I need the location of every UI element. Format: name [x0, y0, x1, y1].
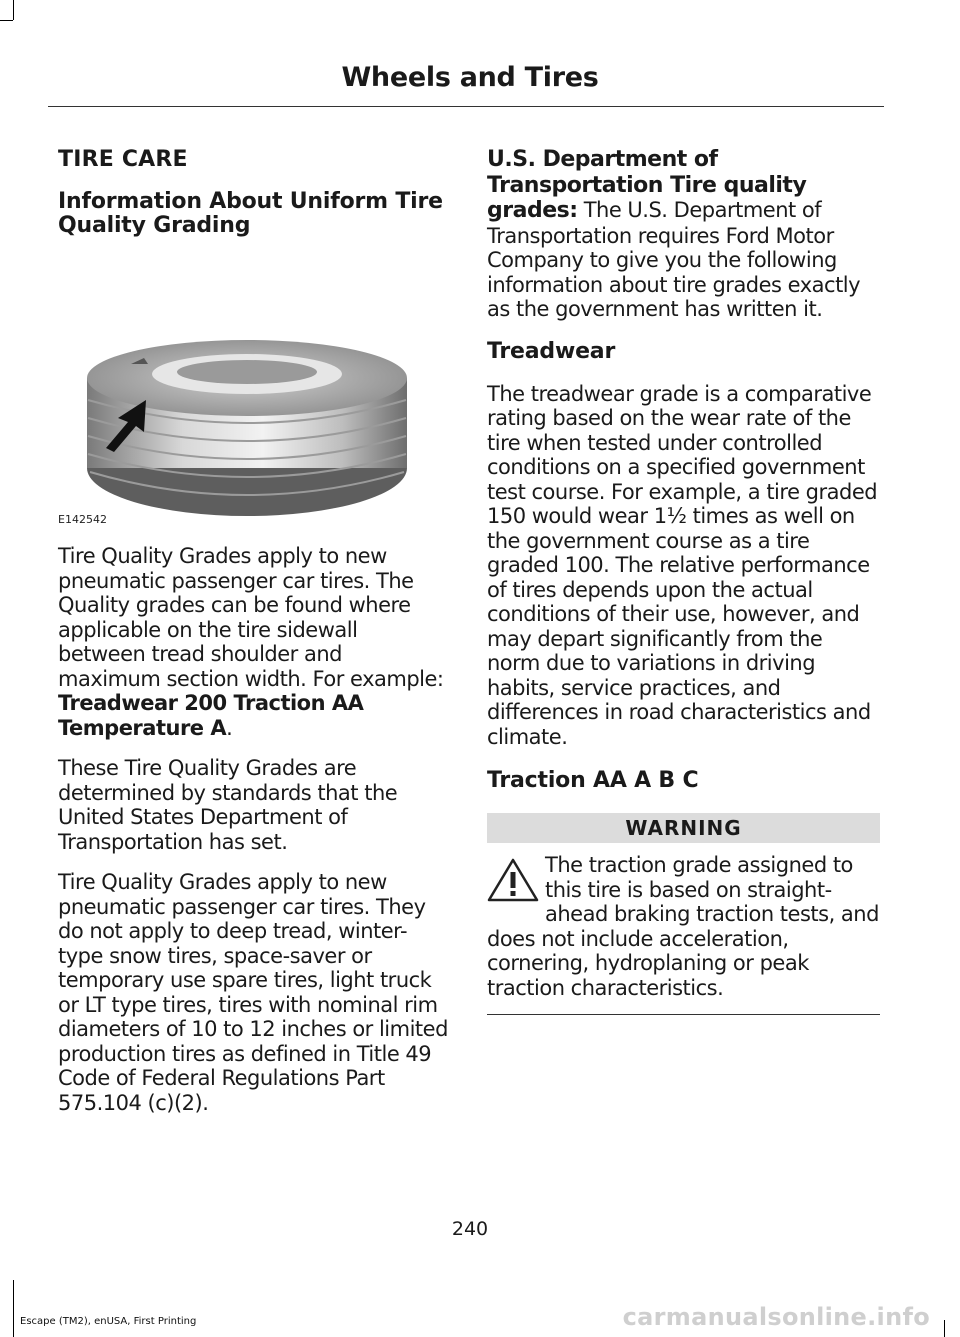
tire-figure: [58, 258, 450, 530]
dot-heading: U.S. Department of Transportation Tire quality grades:: [487, 147, 807, 223]
right-column: [487, 147, 880, 1015]
warning-box: [487, 853, 880, 1015]
warning-header: WARNING: [487, 813, 880, 843]
page-header-title: Wheels and Tires: [341, 62, 599, 93]
crop-mark: [0, 20, 13, 21]
paragraph-standards: These Tire Quality Grades are determined by standards that the United States Department of Transportation has set.: [58, 756, 398, 854]
dot-text: The U.S. Department of Transportation requires Ford Motor Company to give you the following information about tire grades exactly as the government has written it.: [487, 198, 861, 321]
header-rule: [48, 106, 884, 107]
paragraph-treadwear: The treadwear grade is a comparative rating based on the wear rate of the tire when tested under controlled conditions on a specified government test course. For example, a tire graded 150 would wear 1½ times as well on the government course as a tire graded 100. The relative performance of tires depends upon the actual conditions of their use, however, and may depart significantly from the norm due to variations in driving habits, service practices, and differences in road characteristics and climate.: [487, 381, 878, 749]
treadwear-heading: Treadwear: [487, 338, 616, 364]
paragraph-punct: .: [226, 715, 233, 740]
figure-code: E142542: [58, 513, 107, 526]
tire-illustration: [86, 338, 408, 538]
subsection-heading: Information About Uniform Tire Quality Grading: [58, 189, 443, 238]
warning-text: The traction grade assigned to this tire is based on straight-ahead braking traction tests, and does not include acceleration, cornering, hydroplaning or peak traction characteristics.: [487, 853, 879, 1000]
footer-edition: Escape (TM2), enUSA, First Printing: [20, 1316, 197, 1327]
paragraph-grades-intro: [58, 544, 450, 740]
crop-mark: [13, 0, 14, 20]
paragraph-exclusions: Tire Quality Grades apply to new pneumatic passenger car tires. They do not apply to deep tread, winter-type snow tires, space-saver or temporary use spare tires, light truck or LT type tires, tires with nominal rim diameters of 10 to 12 inches or limited production tires as defined in Title 49 Code of Federal Regulations Part 575.104 (c)(2).: [58, 870, 448, 1115]
left-column: [58, 147, 450, 1131]
paragraph-dot: [487, 147, 880, 322]
crop-mark: [944, 1320, 945, 1337]
section-title: TIRE CARE: [58, 147, 188, 172]
page-number: 240: [451, 1218, 489, 1240]
example-grade: Treadwear 200 Traction AA Temperature A: [58, 691, 364, 740]
crop-mark: [13, 1280, 14, 1337]
warning-triangle-icon: [487, 857, 539, 903]
watermark: carmanualsonline.info: [622, 1303, 930, 1331]
warning-rule: [487, 1014, 880, 1015]
traction-heading: Traction AA A B C: [487, 768, 699, 793]
paragraph-text: Tire Quality Grades apply to new pneumatic passenger car tires. The Quality grades can be found where applicable on the tire sidewall between tread shoulder and maximum section width. For example:: [58, 544, 444, 691]
